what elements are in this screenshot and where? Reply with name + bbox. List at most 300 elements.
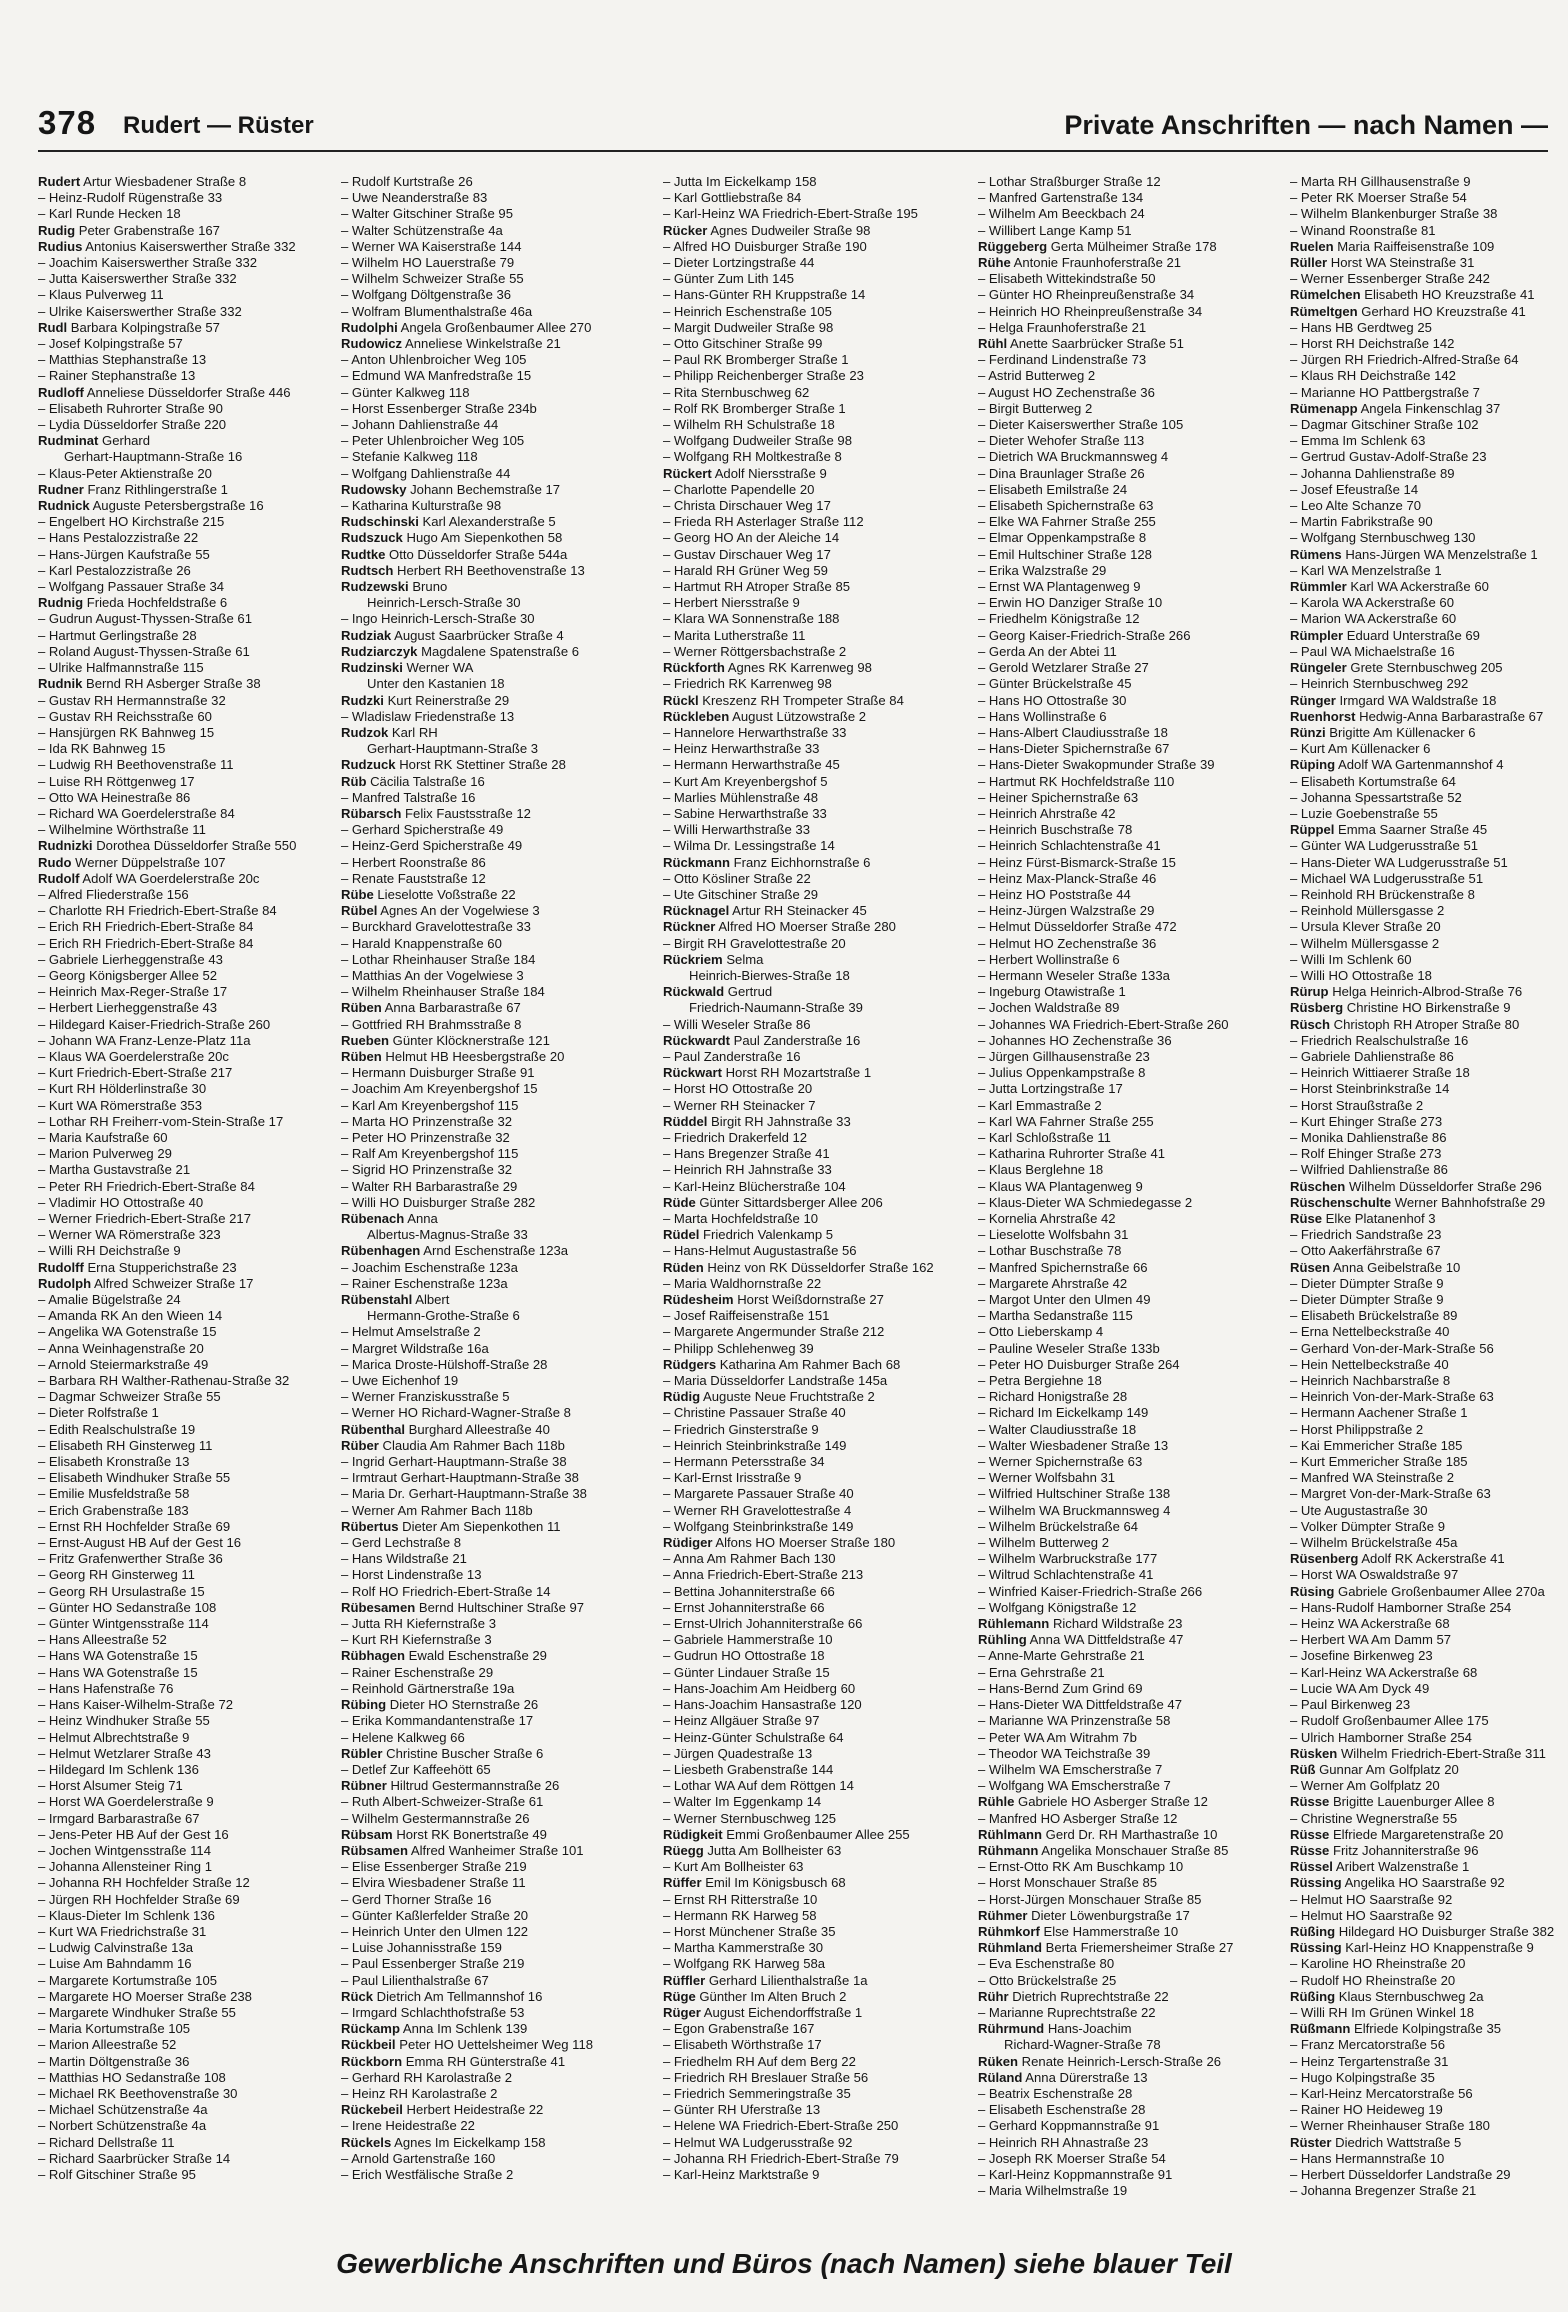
directory-entry (1290, 1438, 1568, 1454)
directory-entry (38, 1211, 330, 1227)
directory-entry (341, 1065, 651, 1081)
surname: Rudtsch (341, 562, 394, 578)
entry-text: Emma RH Günterstraße 41 (405, 2053, 566, 2069)
directory-entry (663, 1065, 969, 1081)
directory-entry (663, 1405, 969, 1421)
entry-text: – Wilhelm Warbruckstraße 177 (978, 1551, 1158, 1567)
entry-text: Magdalene Spatenstraße 6 (421, 643, 580, 659)
directory-entry (38, 709, 330, 725)
page-number: 378 (38, 104, 97, 141)
directory-entry (1290, 2102, 1568, 2118)
directory-entry (978, 1940, 1278, 1956)
entry-text: – Erich Grabenstraße 183 (38, 1502, 189, 1518)
surname: Rüping (1290, 757, 1336, 773)
directory-entry (1290, 1892, 1568, 1908)
entry-text: Elke Platanenhof 3 (1325, 1211, 1436, 1226)
directory-entry (663, 2086, 969, 2102)
entry-text: – Wolfgang Döltgenstraße 36 (341, 287, 512, 303)
directory-entry (1290, 611, 1568, 627)
directory-entry (663, 936, 969, 952)
entry-text: Claudia Am Rahmer Bach 118b (382, 1437, 565, 1453)
directory-entry (38, 1243, 330, 1259)
directory-entry (663, 2151, 969, 2167)
entry-text: – Werner Sternbuschweg 125 (663, 1810, 836, 1826)
directory-entry (978, 1324, 1278, 1340)
directory-entry (978, 1373, 1278, 1389)
directory-entry (38, 1713, 330, 1729)
entry-text: – Amalie Bügelstraße 24 (38, 1292, 181, 1308)
directory-entry (663, 984, 969, 1000)
directory-entry (663, 1227, 969, 1243)
directory-entry (1290, 1503, 1568, 1519)
directory-entry (341, 2102, 651, 2118)
entry-text: – Joachim Am Kreyenbergshof 15 (341, 1081, 538, 1097)
entry-text: – Elisabeth Windhuker Straße 55 (38, 1470, 231, 1486)
entry-text: – Wolfgang Steinbrinkstraße 149 (663, 1518, 854, 1534)
directory-entry (978, 1389, 1278, 1405)
entry-text: Hugo Am Siepenkothen 58 (406, 530, 563, 546)
directory-entry (1290, 255, 1568, 271)
directory-entry (38, 919, 330, 935)
entry-text: – Lydia Düsseldorfer Straße 220 (38, 417, 227, 433)
entry-text: – Horst Straußstraße 2 (1290, 1097, 1424, 1113)
directory-entry (1290, 1778, 1568, 1794)
directory-entry (38, 190, 330, 206)
entry-text: – Jürgen Gillhausenstraße 23 (978, 1048, 1150, 1064)
entry-text: – Helmut HO Saarstraße 92 (1290, 1891, 1453, 1907)
surname: Rüsse (1290, 1794, 1330, 1810)
directory-entry (341, 1859, 651, 1875)
surname: Rückl (663, 692, 699, 708)
directory-entry (38, 1357, 330, 1373)
entry-text: Bernd RH Asberger Straße 38 (86, 676, 261, 692)
surname: Rudowsky (341, 481, 407, 497)
directory-entry (341, 1632, 651, 1648)
entry-text: – Luise RH Röttgenweg 17 (38, 773, 195, 789)
entry-text: – Maria Kortumstraße 105 (38, 2021, 191, 2037)
entry-text: – Pauline Weseler Straße 133b (978, 1340, 1160, 1356)
entry-text: – Kurt Am Küllenacker 6 (1290, 741, 1431, 757)
entry-text: – Wilma Dr. Lessingstraße 14 (663, 838, 835, 854)
entry-text: – Ludwig RH Beethovenstraße 11 (38, 757, 234, 773)
directory-entry (341, 1551, 651, 1567)
entry-text: – Emilie Musfeldstraße 58 (38, 1486, 190, 1502)
entry-text: Renate Heinrich-Lersch-Straße 26 (1021, 2053, 1222, 2069)
directory-entry (978, 1422, 1278, 1438)
entry-text: – Willi RH Deichstraße 9 (38, 1243, 181, 1259)
surname: Rudziarczyk (341, 643, 418, 659)
page-range: Rudert — Rüster (123, 112, 314, 139)
entry-text: Ewald Eschenstraße 29 (408, 1648, 547, 1664)
entry-text: – Willi Herwarthstraße 33 (663, 822, 810, 838)
directory-entry (663, 644, 969, 660)
directory-entry (38, 2005, 330, 2021)
entry-text: Richard-Wagner-Straße 78 (1004, 2037, 1161, 2053)
entry-text: Fritz Johanniterstraße 96 (1332, 1842, 1479, 1858)
directory-entry (1290, 2054, 1568, 2070)
surname: Rückwald (663, 984, 725, 1000)
entry-text: Katharina Am Rahmer Bach 68 (719, 1356, 901, 1372)
entry-text: – Werner Am Golfplatz 20 (1290, 1778, 1440, 1794)
directory-entry (1290, 304, 1568, 320)
entry-text: – Karl-Heinz Koppmannstraße 91 (978, 2166, 1173, 2182)
directory-entry (38, 968, 330, 984)
entry-text: – Elisabeth Spichernstraße 63 (978, 498, 1154, 514)
surname: Rüge (663, 1988, 696, 2004)
directory-entry (978, 855, 1278, 871)
entry-text: – Maria Dr. Gerhart-Hauptmann-Straße 38 (341, 1486, 587, 1502)
directory-entry (341, 1098, 651, 1114)
directory-entry (978, 1146, 1278, 1162)
directory-entry (1290, 271, 1568, 287)
surname: Rünger (1290, 692, 1336, 708)
entry-text: – Erna Gehrstraße 21 (978, 1664, 1105, 1680)
entry-text: – Helene Kalkweg 66 (341, 1729, 465, 1745)
entry-text: – Marlies Mühlenstraße 48 (663, 789, 819, 805)
directory-entry (38, 287, 330, 303)
entry-text: Felix Faustsstraße 12 (405, 805, 531, 821)
directory-entry (341, 611, 651, 627)
entry-text: – Harald RH Grüner Weg 59 (663, 562, 828, 578)
entry-text: Anna Im Schlenk 139 (402, 2021, 528, 2037)
directory-entry (1290, 1162, 1568, 1178)
entry-text: – Paul RK Bromberger Straße 1 (663, 352, 849, 368)
entry-text: – Ernst WA Plantagenweg 9 (978, 579, 1141, 595)
directory-entry (663, 1794, 969, 1810)
entry-text: – Helmut WA Ludgerusstraße 92 (663, 2134, 853, 2150)
surname: Rümeltgen (1290, 303, 1358, 319)
directory-entry (978, 271, 1278, 287)
entry-text: – Edmund WA Manfredstraße 15 (341, 368, 532, 384)
entry-text: – Ralf Am Kreyenbergshof 115 (341, 1146, 519, 1162)
entry-text: – Georg Königsberger Allee 52 (38, 967, 218, 983)
directory-entry (663, 1827, 969, 1843)
entry-text: – Karoline HO Rheinstraße 20 (1290, 1956, 1466, 1972)
directory-entry (341, 1081, 651, 1097)
entry-text: – Wilfried Dahlienstraße 86 (1290, 1162, 1448, 1178)
entry-text: – Ida RK Bahnweg 15 (38, 741, 166, 757)
directory-entry (978, 790, 1278, 806)
surname: Rüssel (1290, 1859, 1333, 1875)
entry-text: Christine Buscher Straße 6 (386, 1745, 544, 1761)
directory-entry (38, 1308, 330, 1324)
entry-text: – Wilhelm Schweizer Straße 55 (341, 271, 524, 287)
surname: Rübenthal (341, 1421, 406, 1437)
entry-text: – Hartmut Gerlingstraße 28 (38, 627, 197, 643)
directory-entry (663, 2021, 969, 2037)
directory-entry (1290, 190, 1568, 206)
directory-entry (978, 1470, 1278, 1486)
entry-text: Heinrich-Bierwes-Straße 18 (689, 967, 850, 983)
entry-text: – Sabine Herwarthstraße 33 (663, 805, 827, 821)
entry-text: – Irmgard Barbarastraße 67 (38, 1810, 200, 1826)
entry-text: – Horst Monschauer Straße 85 (978, 1875, 1158, 1891)
entry-text: – Sigrid HO Prinzenstraße 32 (341, 1162, 513, 1178)
entry-text: Frieda Hochfeldstraße 6 (86, 595, 228, 611)
directory-entry (663, 1681, 969, 1697)
directory-entry (341, 1697, 651, 1713)
entry-text: – Manfred WA Steinstraße 2 (1290, 1470, 1454, 1486)
surname: Rüsken (1290, 1745, 1338, 1761)
surname: Rühlmann (978, 1826, 1043, 1842)
entry-text: – Wolfgang Dahlienstraße 44 (341, 465, 511, 481)
entry-text: Maria Raiffeisenstraße 109 (1337, 238, 1495, 254)
directory-entry (978, 1827, 1278, 1843)
entry-text: – Gudrun HO Ottostraße 18 (663, 1648, 825, 1664)
directory-entry (341, 352, 651, 368)
surname: Rübenach (341, 1211, 405, 1226)
directory-entry (978, 1843, 1278, 1859)
entry-text: – Wolfgang Passauer Straße 34 (38, 579, 225, 595)
surname: Rudzewski (341, 579, 409, 595)
directory-entry (978, 1308, 1278, 1324)
directory-entry (341, 304, 651, 320)
directory-entry (341, 1324, 651, 1340)
entry-text: – Willi RH Im Grünen Winkel 18 (1290, 2004, 1475, 2020)
directory-entry (38, 984, 330, 1000)
entry-text: – Otto Aakerfährstraße 67 (1290, 1243, 1441, 1259)
entry-text: – Maria Kaufstraße 60 (38, 1129, 168, 1145)
entry-text: Heinrich-Lersch-Straße 30 (367, 595, 521, 611)
entry-text: August Eichendorffstraße 1 (703, 2004, 863, 2020)
entry-text: – Dagmar Gitschiner Straße 102 (1290, 417, 1479, 433)
directory-entry (663, 1908, 969, 1924)
directory-entry (1290, 741, 1568, 757)
directory-entry (978, 433, 1278, 449)
surname: Rüschenschulte (1290, 1194, 1392, 1210)
entry-text: – Karl-Heinz WA Ackerstraße 68 (1290, 1664, 1478, 1680)
directory-entry (38, 611, 330, 627)
entry-text: Richard Wildstraße 23 (1052, 1616, 1183, 1632)
entry-text: – Herbert Wollinstraße 6 (978, 951, 1120, 967)
directory-entry (663, 271, 969, 287)
directory-entry (978, 1438, 1278, 1454)
surname: Rübler (341, 1745, 383, 1761)
directory-entry (978, 417, 1278, 433)
directory-entry (341, 1341, 651, 1357)
directory-entry (38, 2054, 330, 2070)
entry-text: – Otto Gitschiner Straße 99 (663, 336, 823, 352)
directory-entry (341, 919, 651, 935)
directory-entry (1290, 1940, 1568, 1956)
directory-entry (1290, 1648, 1568, 1664)
entry-text: Alfons HO Moerser Straße 180 (715, 1535, 896, 1551)
entry-text: – Dieter Wehofer Straße 113 (978, 433, 1145, 449)
directory-entry (1290, 1422, 1568, 1438)
entry-text: Birgit RH Jahnstraße 33 (711, 1113, 851, 1129)
surname: Rudszuck (341, 530, 403, 546)
directory-entry (978, 903, 1278, 919)
directory-entry (341, 1486, 651, 1502)
directory-entry (663, 417, 969, 433)
directory-entry (38, 1584, 330, 1600)
entry-text: – Liesbeth Grabenstraße 144 (663, 1761, 834, 1777)
directory-entry (1290, 223, 1568, 239)
entry-text: Bernd Hultschiner Straße 97 (418, 1599, 585, 1615)
directory-entry (978, 2102, 1278, 2118)
entry-text: Auguste Petersbergstraße 16 (92, 498, 264, 514)
surname: Rübsamen (341, 1842, 408, 1858)
directory-entry (978, 223, 1278, 239)
entry-text: – Peter Uhlenbroicher Weg 105 (341, 433, 525, 449)
entry-text: – Martha Gustavstraße 21 (38, 1162, 191, 1178)
directory-entry (978, 1811, 1278, 1827)
entry-text: – Heinrich Eschenstraße 105 (663, 303, 832, 319)
directory-entry (341, 887, 651, 903)
entry-text: – Katharina Ruhrorter Straße 41 (978, 1146, 1166, 1162)
surname: Rudolphi (341, 319, 398, 335)
directory-entry (663, 255, 969, 271)
entry-text: Eduard Unterstraße 69 (1346, 627, 1480, 643)
entry-text: – Monika Dahlienstraße 86 (1290, 1129, 1447, 1145)
directory-entry (1290, 1033, 1568, 1049)
entry-text: – Heinz Fürst-Bismarck-Straße 15 (978, 854, 1176, 870)
entry-text: Herbert Heidestraße 22 (406, 2102, 544, 2118)
entry-text: – Marion WA Ackerstraße 60 (1290, 611, 1457, 627)
directory-entry (1290, 1875, 1568, 1891)
entry-text: – Walter Gitschiner Straße 95 (341, 206, 513, 222)
directory-entry (341, 1794, 651, 1810)
directory-entry (978, 1130, 1278, 1146)
directory-entry (663, 1179, 969, 1195)
surname: Rudner (38, 481, 84, 497)
entry-text: Werner Bahnhofstraße 29 (1394, 1194, 1546, 1210)
entry-text: Emmi Großenbaumer Allee 255 (726, 1826, 910, 1842)
entry-text: – Ute Gitschiner Straße 29 (663, 886, 819, 902)
entry-text: – Ernst-August HB Auf der Gest 16 (38, 1535, 242, 1551)
entry-text: – Arnold Steiermarkstraße 49 (38, 1356, 209, 1372)
entry-text: Horst RK Bonertstraße 49 (396, 1826, 547, 1842)
directory-entry (978, 693, 1278, 709)
entry-text: – Wiltrud Schlachtenstraße 41 (978, 1567, 1154, 1583)
directory-entry (978, 1357, 1278, 1373)
entry-text: – Irmtraut Gerhart-Hauptmann-Straße 38 (341, 1470, 579, 1486)
directory-entry (663, 1373, 969, 1389)
entry-text: – Günter Brückelstraße 45 (978, 676, 1132, 692)
directory-entry (341, 1648, 651, 1664)
surname: Rückels (341, 2134, 392, 2150)
entry-text: – Lothar RH Freiherr-vom-Stein-Straße 17 (38, 1113, 284, 1129)
directory-entry (341, 1746, 651, 1762)
entry-text: – Helga Fraunhoferstraße 21 (978, 319, 1147, 335)
entry-text: – Lucie WA Am Dyck 49 (1290, 1680, 1430, 1696)
directory-entry (978, 239, 1278, 255)
directory-entry (341, 1373, 651, 1389)
directory-entry (1290, 1243, 1568, 1259)
entry-text: – Egon Grabenstraße 167 (663, 2021, 815, 2037)
entry-text: – Hans-Dieter Swakopmunder Straße 39 (978, 757, 1215, 773)
entry-text: – Günter Kaßlerfelder Straße 20 (341, 1907, 529, 1923)
surname: Rudzok (341, 724, 389, 740)
directory-entry (38, 838, 330, 854)
directory-entry (1290, 693, 1568, 709)
entry-text: – Alfred Fliederstraße 156 (38, 886, 189, 902)
surname: Rüssing (1290, 1940, 1342, 1956)
entry-text: Christine HO Birkenstraße 9 (1346, 1000, 1511, 1016)
directory-entry (341, 417, 651, 433)
entry-text: – Klaus WA Plantagenweg 9 (978, 1178, 1143, 1194)
directory-entry (978, 2151, 1278, 2167)
directory-entry (341, 1519, 651, 1535)
directory-entry (38, 385, 330, 401)
directory-entry (663, 822, 969, 838)
directory-entry (1290, 1049, 1568, 1065)
directory-entry (978, 628, 1278, 644)
entry-text: – Wilhelm Am Beeckbach 24 (978, 206, 1145, 222)
directory-entry (663, 1924, 969, 1940)
directory-entry (341, 320, 651, 336)
entry-text: – Horst RH Deichstraße 142 (1290, 336, 1455, 352)
directory-entry (978, 1551, 1278, 1567)
directory-entry (341, 2151, 651, 2167)
directory-entry (341, 952, 651, 968)
entry-text: – Klara WA Sonnenstraße 188 (663, 611, 840, 627)
entry-text: – Willi HO Ottostraße 18 (1290, 967, 1432, 983)
directory-columns (38, 174, 1568, 2199)
directory-entry (978, 1405, 1278, 1421)
directory-entry (38, 1956, 330, 1972)
surname: Rüsing (1290, 1583, 1335, 1599)
entry-text: – Helmut Düsseldorfer Straße 472 (978, 919, 1177, 935)
entry-text: – Josefine Birkenweg 23 (1290, 1648, 1433, 1664)
entry-text: – Maria Waldhornstraße 22 (663, 1275, 822, 1291)
directory-entry (978, 1454, 1278, 1470)
entry-text: – Johann Dahlienstraße 44 (341, 417, 499, 433)
directory-entry (978, 1632, 1278, 1648)
directory-entry (978, 1600, 1278, 1616)
entry-text: – Margret Wildstraße 16a (341, 1340, 489, 1356)
entry-text: – Wolfgang Dudweiler Straße 98 (663, 433, 852, 449)
entry-text: – Vladimir HO Ottostraße 40 (38, 1194, 204, 1210)
entry-text: – Friedrich Drakerfeld 12 (663, 1129, 808, 1145)
directory-entry (341, 984, 651, 1000)
directory-entry (38, 2102, 330, 2118)
entry-text: – Helmut Wetzlarer Straße 43 (38, 1745, 211, 1761)
entry-text: – Lieselotte Wolfsbahn 31 (978, 1227, 1129, 1243)
surname: Rüßmann (1290, 2021, 1351, 2037)
entry-text: Cäcilia Talstraße 16 (370, 773, 485, 789)
entry-text: Otto Düsseldorfer Straße 544a (389, 546, 568, 562)
entry-text: – Wilhelm Brückelstraße 64 (978, 1518, 1139, 1534)
entry-text: – Manfred Gartenstraße 134 (978, 190, 1144, 206)
entry-text: Gunnar Am Golfplatz 20 (1319, 1761, 1459, 1777)
directory-column-5 (1290, 174, 1568, 2199)
entry-text: – Norbert Schützenstraße 4a (38, 2118, 207, 2134)
entry-text: – Karl Gottliebstraße 84 (663, 190, 802, 206)
directory-entry (38, 725, 330, 741)
entry-text: – Wilhelm Müllersgasse 2 (1290, 935, 1440, 951)
directory-entry (1290, 1373, 1568, 1389)
entry-text: – Hans-Günter RH Kruppstraße 14 (663, 287, 866, 303)
surname: Rüddel (663, 1113, 708, 1129)
surname: Rüggeberg (978, 238, 1048, 254)
directory-entry (341, 2118, 651, 2134)
entry-text: – Manfred HO Asberger Straße 12 (978, 1810, 1178, 1826)
directory-entry (1290, 1179, 1568, 1195)
surname: Rudolf (38, 870, 80, 886)
directory-entry (1290, 1973, 1568, 1989)
entry-text: Anna WA Dittfeldstraße 47 (1029, 1632, 1184, 1648)
directory-entry (1290, 2070, 1568, 2086)
entry-text: Angela Finkenschlag 37 (1360, 400, 1501, 416)
surname: Rümens (1290, 546, 1342, 562)
entry-text: – Heinrich Nachbarstraße 8 (1290, 1373, 1451, 1389)
surname: Rübenstahl (341, 1292, 413, 1308)
surname: Rüger (663, 2004, 701, 2020)
entry-text: – Marianne HO Pattbergstraße 7 (1290, 384, 1480, 400)
entry-text: – Johannes WA Friedrich-Ebert-Straße 260 (978, 1016, 1229, 1032)
surname: Rudnick (38, 498, 90, 514)
